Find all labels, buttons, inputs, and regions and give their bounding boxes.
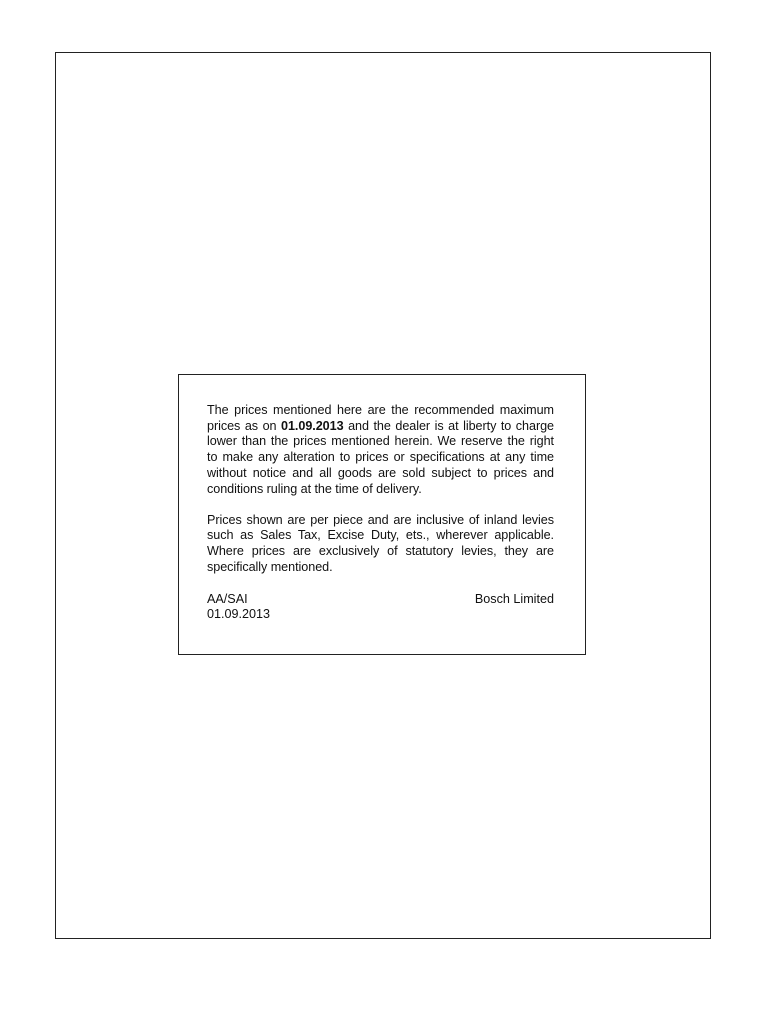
levies-paragraph: Prices shown are per piece and are inclusive of inland levies such as Sales Tax, Excise Duty, ets., wherever applicable. Where prices are exclusively of statutory levies, they are specifically mentioned. xyxy=(207,512,554,574)
company-block xyxy=(475,592,554,623)
reference-code: AA/SAI xyxy=(207,591,248,606)
notice-effective-date: 01.09.2013 xyxy=(281,418,344,433)
reference-date: 01.09.2013 xyxy=(207,607,271,622)
signature-block xyxy=(207,592,554,623)
reference-block xyxy=(207,592,270,623)
price-notice-box xyxy=(178,374,586,655)
price-notice-paragraph xyxy=(207,403,554,497)
notice-text-rest: and the dealer is at liberty to charge lower than the prices mentioned herein. We reserve the right to make any alteration to prices or specifications at any time without notice and all goods are sold subject to prices and conditions ruling at the time of delivery. xyxy=(207,418,554,496)
company-name: Bosch Limited xyxy=(474,591,554,606)
notice-text-intro: The prices mentioned here are the recommended maximum prices as on xyxy=(207,403,554,433)
